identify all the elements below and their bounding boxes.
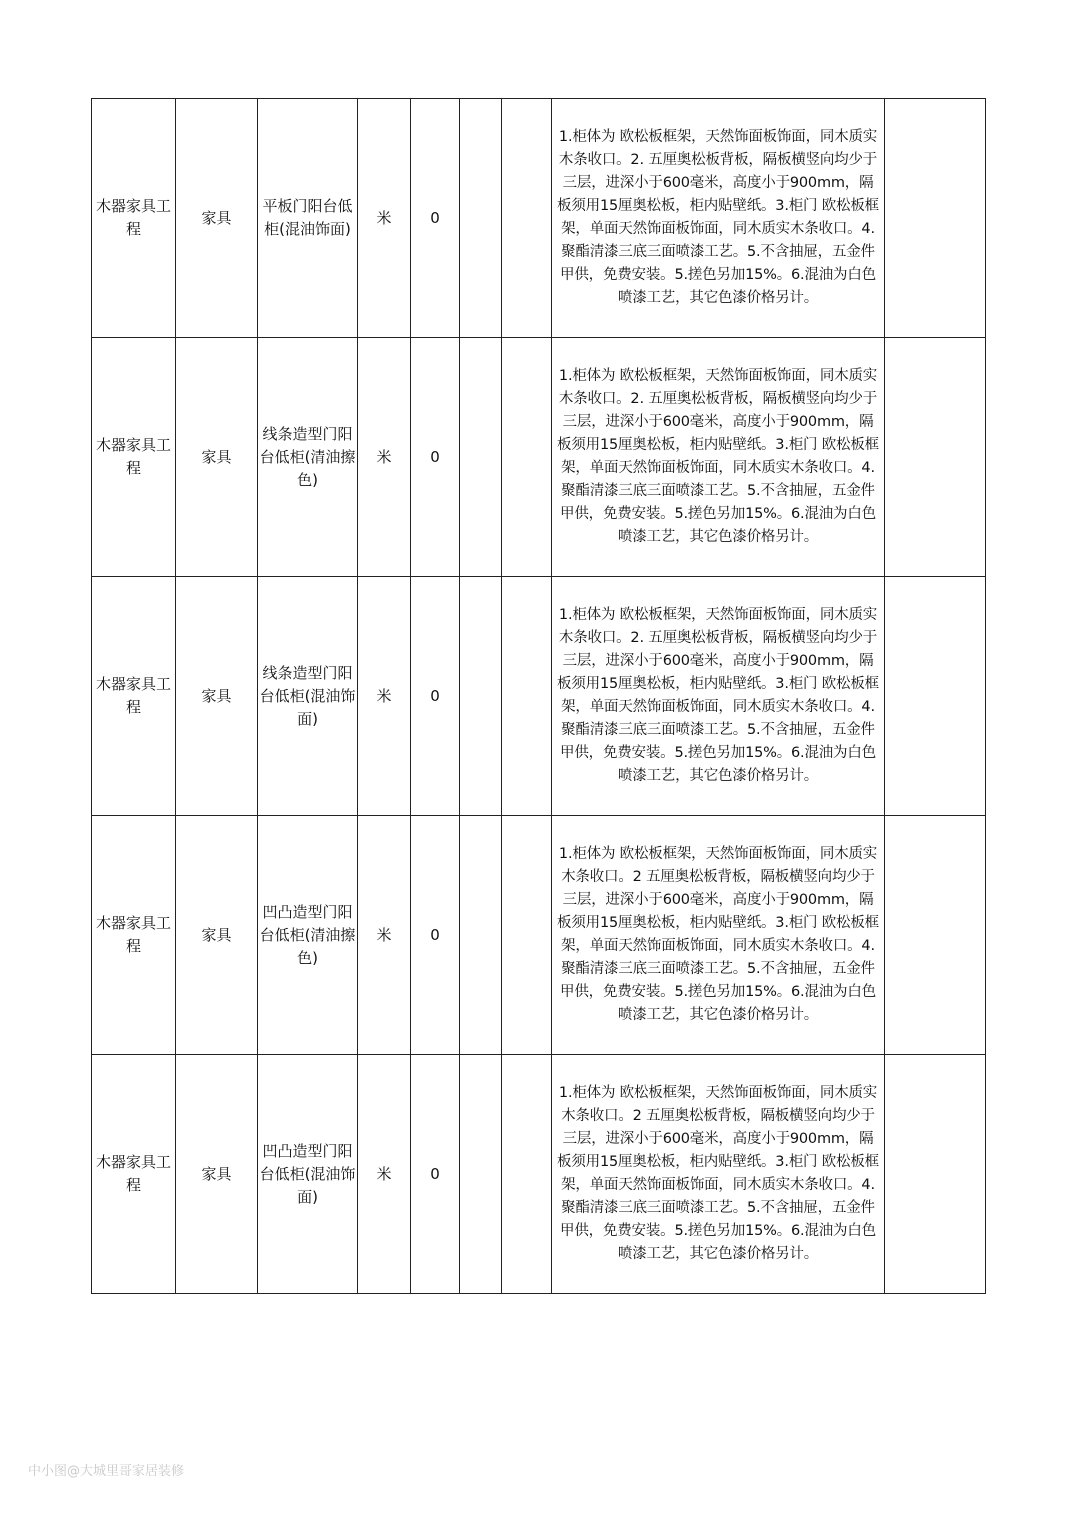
item-name-cell: 线条造型门阳台低柜(混油饰面) — [258, 577, 358, 816]
description-cell: 1.柜体为 欧松板框架，天然饰面板饰面，同木质实木条收口。2. 五厘奥松板背板，隔板横竖向均少于三层，进深小于600毫米，高度小于900mm，隔板须用15厘奥松板，柜内贴壁纸。3.柜门 欧松板框架，单面天然饰面板饰面，同木质实木条收口。4. 聚酯清漆三底三面喷漆工艺。5.不含抽屉，五金件甲供，免费安装。5.搓色另加15%。6.混油为白色喷漆工艺，其它色漆价格另计。 — [552, 338, 885, 577]
quantity-cell: 0 — [411, 338, 460, 577]
total-cell — [502, 816, 552, 1055]
remark-cell — [885, 577, 986, 816]
total-cell — [502, 99, 552, 338]
unit-price-cell — [460, 99, 502, 338]
unit-price-cell — [460, 338, 502, 577]
type-cell: 家具 — [176, 338, 258, 577]
type-cell: 家具 — [176, 577, 258, 816]
quantity-cell: 0 — [411, 577, 460, 816]
item-name-cell: 凹凸造型门阳台低柜(清油擦色) — [258, 816, 358, 1055]
unit-cell: 米 — [358, 816, 411, 1055]
quote-table-body — [92, 99, 986, 1294]
item-name-cell: 线条造型门阳台低柜(清油擦色) — [258, 338, 358, 577]
category-cell: 木器家具工程 — [92, 816, 176, 1055]
description-cell: 1.柜体为 欧松板框架，天然饰面板饰面，同木质实木条收口。2. 五厘奥松板背板，隔板横竖向均少于三层，进深小于600毫米，高度小于900mm，隔板须用15厘奥松板，柜内贴壁纸。3.柜门 欧松板框架，单面天然饰面板饰面，同木质实木条收口。4. 聚酯清漆三底三面喷漆工艺。5.不含抽屉，五金件甲供，免费安装。5.搓色另加15%。6.混油为白色喷漆工艺，其它色漆价格另计。 — [552, 99, 885, 338]
item-name-cell: 凹凸造型门阳台低柜(混油饰面) — [258, 1055, 358, 1294]
remark-cell — [885, 99, 986, 338]
total-cell — [502, 1055, 552, 1294]
category-cell: 木器家具工程 — [92, 577, 176, 816]
total-cell — [502, 338, 552, 577]
unit-price-cell — [460, 1055, 502, 1294]
quantity-cell: 0 — [411, 1055, 460, 1294]
description-cell: 1.柜体为 欧松板框架，天然饰面板饰面，同木质实木条收口。2. 五厘奥松板背板，隔板横竖向均少于三层，进深小于600毫米，高度小于900mm，隔板须用15厘奥松板，柜内贴壁纸。3.柜门 欧松板框架，单面天然饰面板饰面，同木质实木条收口。4. 聚酯清漆三底三面喷漆工艺。5.不含抽屉，五金件甲供，免费安装。5.搓色另加15%。6.混油为白色喷漆工艺，其它色漆价格另计。 — [552, 577, 885, 816]
unit-cell: 米 — [358, 99, 411, 338]
remark-cell — [885, 338, 986, 577]
table-row — [92, 816, 986, 1055]
unit-price-cell — [460, 816, 502, 1055]
quantity-cell: 0 — [411, 99, 460, 338]
unit-cell: 米 — [358, 577, 411, 816]
quantity-cell: 0 — [411, 816, 460, 1055]
description-cell: 1.柜体为 欧松板框架，天然饰面板饰面，同木质实木条收口。2 五厘奥松板背板，隔板横竖向均少于三层，进深小于600毫米，高度小于900mm，隔板须用15厘奥松板，柜内贴壁纸。3.柜门 欧松板框架，单面天然饰面板饰面，同木质实木条收口。4. 聚酯清漆三底三面喷漆工艺。5.不含抽屉，五金件甲供，免费安装。5.搓色另加15%。6.混油为白色喷漆工艺，其它色漆价格另计。 — [552, 816, 885, 1055]
table-row — [92, 99, 986, 338]
type-cell: 家具 — [176, 816, 258, 1055]
total-cell — [502, 577, 552, 816]
item-name-cell: 平板门阳台低柜(混油饰面) — [258, 99, 358, 338]
description-cell: 1.柜体为 欧松板框架，天然饰面板饰面，同木质实木条收口。2 五厘奥松板背板，隔板横竖向均少于三层，进深小于600毫米，高度小于900mm，隔板须用15厘奥松板，柜内贴壁纸。3.柜门 欧松板框架，单面天然饰面板饰面，同木质实木条收口。4. 聚酯清漆三底三面喷漆工艺。5.不含抽屉，五金件甲供，免费安装。5.搓色另加15%。6.混油为白色喷漆工艺，其它色漆价格另计。 — [552, 1055, 885, 1294]
category-cell: 木器家具工程 — [92, 99, 176, 338]
category-cell: 木器家具工程 — [92, 1055, 176, 1294]
category-cell: 木器家具工程 — [92, 338, 176, 577]
table-row — [92, 577, 986, 816]
quote-table — [91, 98, 986, 1294]
table-row — [92, 1055, 986, 1294]
unit-price-cell — [460, 577, 502, 816]
type-cell: 家具 — [176, 99, 258, 338]
watermark: 中小图@大城里哥家居装修 — [28, 1464, 185, 1479]
unit-cell: 米 — [358, 338, 411, 577]
type-cell: 家具 — [176, 1055, 258, 1294]
remark-cell — [885, 1055, 986, 1294]
unit-cell: 米 — [358, 1055, 411, 1294]
table-row — [92, 338, 986, 577]
remark-cell — [885, 816, 986, 1055]
